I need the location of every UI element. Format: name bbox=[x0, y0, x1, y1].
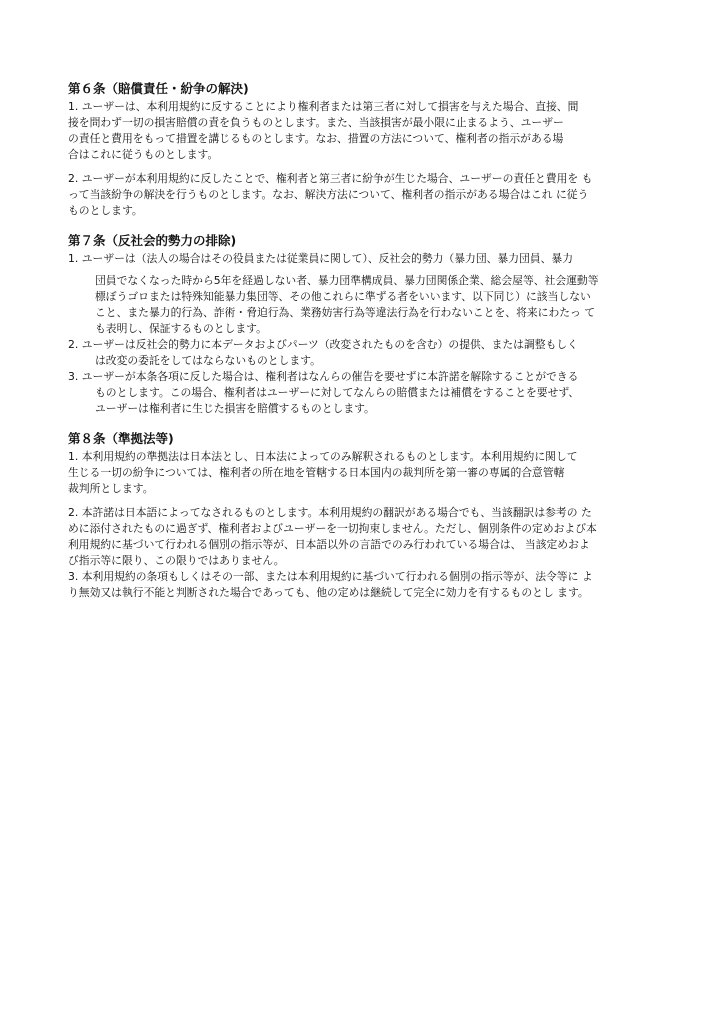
text-line: 3. 本利用規約の条項もしくはその一部、または本利用規約に基づいて行われる個別の指示等が、法令等に よ bbox=[68, 570, 593, 583]
article-8-paragraph-3 bbox=[68, 569, 668, 601]
article-8-paragraph-2 bbox=[68, 505, 668, 569]
article-7-heading: 第７条（反社会的勢力の排除) bbox=[68, 233, 237, 248]
text-line: ユーザーは権利者に生じた損害を賠償するものとします。 bbox=[95, 402, 375, 415]
text-line: び指示等に限り、この限りではありません。 bbox=[68, 554, 285, 567]
text-line: ものとします。この場合、権利者はユーザーに対してなんらの賠償または補償をすることを要せず、 bbox=[95, 386, 580, 399]
text-line: こと、また暴力的行為、詐術・脅迫行為、業務妨害行為等違法行為を行わないことを、将来にわたっ て bbox=[95, 306, 596, 319]
text-line: 合はこれに従うものとします。 bbox=[68, 148, 219, 161]
article-7-item-1 bbox=[68, 251, 668, 337]
article-7-item-2 bbox=[68, 337, 668, 369]
text-line: 標ぼうゴロまたは特殊知能暴力集団等、その他これらに準ずる者をいいます、以下同じ）に該当しない bbox=[95, 290, 591, 303]
article-8-paragraph-1 bbox=[68, 449, 668, 497]
text-line: 1. 本利用規約の準拠法は日本法とし、日本法によってのみ解釈されるものとします。本利用規約に関して bbox=[68, 450, 578, 463]
text-line: ものとします。 bbox=[68, 204, 143, 217]
article-8 bbox=[68, 430, 668, 601]
text-line: 裁判所とします。 bbox=[68, 482, 154, 495]
terms-document bbox=[68, 80, 668, 601]
article-6-paragraph-1 bbox=[68, 99, 668, 163]
article-7-item-3 bbox=[68, 369, 668, 417]
text-line: 接を問わず一切の損害賠償の責を負うものとします。また、当該損害が最小限に止まるよう、ユーザー bbox=[68, 116, 564, 129]
text-line: って当該紛争の解決を行うものとします。なお、解決方法について、権利者の指示がある場合はこれ に従う bbox=[68, 188, 589, 201]
text-line: 3. ユーザーが本条各項に反した場合は、権利者はなんらの催告を要せずに本許諾を解除することができる bbox=[68, 370, 579, 383]
text-line: は改変の委託をしてはならないものとします。 bbox=[95, 354, 321, 367]
text-line: 2. ユーザーは反社会的勢力に本データおよびパーツ（改変されたものを含む）の提供、または調整もしく bbox=[68, 338, 578, 351]
article-6 bbox=[68, 80, 668, 219]
text-line: 1. ユーザーは、本利用規約に反することにより権利者または第三者に対して損害を与えた場合、直接、間 bbox=[68, 100, 579, 113]
text-line: めに添付されたものに過ぎず、権利者およびユーザーを一切拘束しません。ただし、個別条件の定めおよび本 bbox=[68, 522, 597, 535]
text-line: 利用規約に基づいて行われる個別の指示等が、日本語以外の言語でのみ行われている場合は、 当該定めおよ bbox=[68, 538, 590, 551]
article-6-heading: 第６条（賠償責任・紛争の解決) bbox=[68, 81, 249, 96]
article-6-paragraph-2 bbox=[68, 171, 668, 219]
text-line: 団員でなくなった時から5年を経過しない者、暴力団準構成員、暴力団関係企業、総会屋等、社会運動等 bbox=[95, 274, 599, 287]
text-line: 2. ユーザーが本利用規約に反したことで、権利者と第三者に紛争が生じた場合、ユーザーの責任と費用を も bbox=[68, 172, 593, 185]
text-line: 2. 本許諾は日本語によってなされるものとします。本利用規約の翻訳がある場合でも、当該翻訳は参考の た bbox=[68, 506, 592, 519]
text-line: り無効又は執行不能と判断された場合であっても、他の定めは継続して完全に効力を有するものとし ます。 bbox=[68, 586, 589, 599]
text-line: 1. ユーザーは（法人の場合はその役員または従業員に関して）、反社会的勢力（暴力団、暴力団員、暴力 bbox=[68, 252, 573, 265]
article-8-heading: 第８条（準拠法等) bbox=[68, 431, 174, 446]
text-line: も表明し、保証するものとします。 bbox=[95, 322, 267, 335]
text-line: の責任と費用をもって措置を講じるものとします。なお、措置の方法について、権利者の指示がある場 bbox=[68, 132, 564, 145]
text-line: 生じる一切の紛争については、権利者の所在地を管轄する日本国内の裁判所を第一審の専属的合意管轄 bbox=[68, 466, 565, 479]
article-7 bbox=[68, 232, 668, 417]
